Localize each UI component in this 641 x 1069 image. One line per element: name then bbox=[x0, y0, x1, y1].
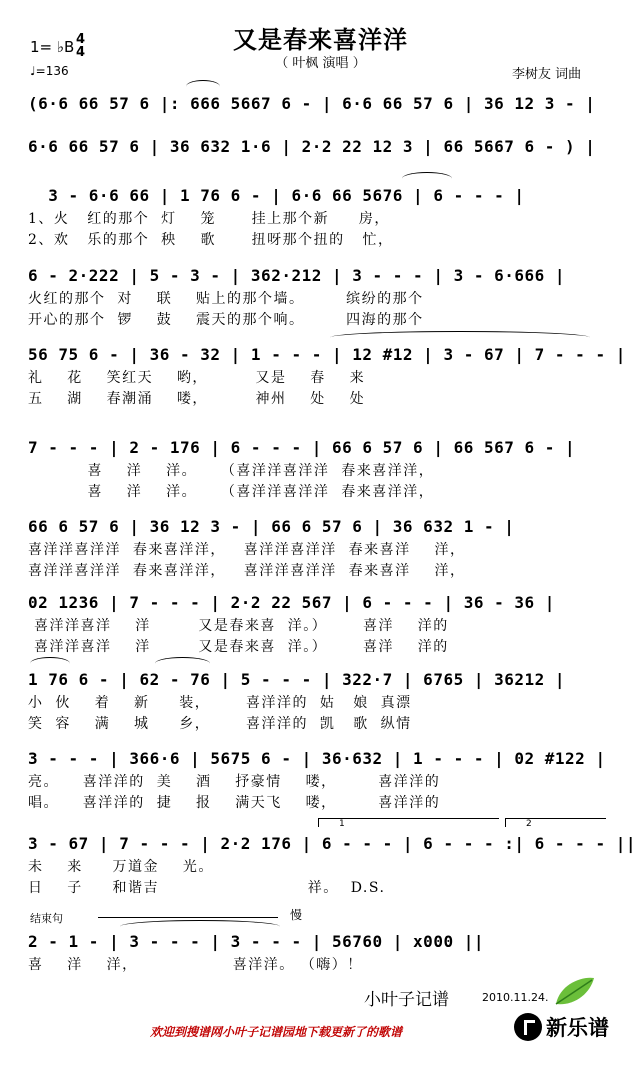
score-row bbox=[0, 90, 641, 130]
time-signature bbox=[76, 33, 85, 59]
notation-line: 56 75 6 - | 36 - 32 | 1 - - - | 12 #12 | 3 - 67 | 7 - - - | bbox=[28, 345, 626, 364]
notation-line: 3 - - - | 366·6 | 5675 6 - | 36·632 | 1 - - - | 02 #122 | bbox=[28, 749, 606, 768]
lyric-line: 喜洋洋喜洋洋 春来喜洋洋， 喜洋洋喜洋洋 春来喜洋 洋， bbox=[28, 542, 466, 558]
ending-line bbox=[98, 917, 278, 918]
slur bbox=[30, 657, 70, 670]
volta-1-label: 1 bbox=[339, 819, 345, 829]
slow-marking: 慢 bbox=[290, 908, 303, 922]
notation-line: 1 76 6 - | 62 - 76 | 5 - - - | 322·7 | 6765 | 36212 | bbox=[28, 670, 566, 689]
lyric-line: 喜洋洋喜洋洋 春来喜洋洋， 喜洋洋喜洋洋 春来喜洋 洋， bbox=[28, 563, 466, 579]
notation-line: 7 - - - | 2 - 176 | 6 - - - | 66 6 57 6 | 66 567 6 - | bbox=[28, 438, 576, 457]
slur bbox=[155, 657, 210, 670]
leaf-icon bbox=[552, 974, 596, 1012]
lyric-line: 火红的那个 对 联 贴上的那个墙。 缤纷的那个 bbox=[28, 291, 424, 307]
ending-label: 结束句 bbox=[30, 912, 63, 925]
slur bbox=[330, 331, 590, 344]
lyric-line: 日 子 和谐吉 祥。 D.S. bbox=[28, 880, 386, 896]
music-note-icon bbox=[514, 1013, 542, 1041]
tempo-marking: ♩=136 bbox=[30, 64, 69, 78]
lyric-line: 1、火 红的那个 灯 笼 挂上那个新 房， bbox=[28, 211, 390, 227]
score-row bbox=[0, 589, 641, 655]
promo-text: 欢迎到搜谱网小叶子记谱园地下载更新了的歌谱 bbox=[150, 1025, 403, 1039]
lyric-line: 喜洋洋喜洋 洋 又是春来喜 洋。） 喜洋 洋的 bbox=[28, 618, 449, 634]
lyric-line: 五 湖 春潮涌 喽， 神州 处 处 bbox=[28, 391, 366, 407]
site-logo[interactable] bbox=[514, 1012, 609, 1042]
score-row bbox=[0, 513, 641, 579]
slur bbox=[186, 80, 220, 93]
meter-bottom: 4 bbox=[76, 45, 86, 60]
transcriber-signature: 小叶子记谱 bbox=[364, 990, 449, 1010]
lyric-line: 笑 容 满 城 乡， 喜洋洋的 凯 歌 纵情 bbox=[28, 716, 412, 732]
score-row bbox=[0, 262, 641, 328]
slur bbox=[402, 172, 452, 185]
notation-line: 3 - 6·6 66 | 1 76 6 - | 6·6 66 5676 | 6 - - - | bbox=[28, 186, 525, 205]
slur bbox=[120, 920, 280, 933]
notation-line: 02 1236 | 7 - - - | 2·2 22 567 | 6 - - - | 36 - 36 | bbox=[28, 593, 555, 612]
score-row bbox=[0, 745, 641, 811]
song-title: 又是春来喜洋洋 bbox=[233, 26, 408, 54]
score-row bbox=[0, 434, 641, 500]
lyric-line: 2、欢 乐的那个 秧 歌 扭呀那个扭的 忙， bbox=[28, 232, 394, 248]
lyric-line: 唱。 喜洋洋的 捷 报 满天飞 喽， 喜洋洋的 bbox=[28, 795, 441, 811]
composer-credit: 李树友 词曲 bbox=[512, 67, 582, 82]
lyric-line: 喜 洋 洋， 喜洋洋。 （嗨）！ bbox=[28, 957, 363, 973]
lyric-line: 小 伙 着 新 装， 喜洋洋的 姑 娘 真漂 bbox=[28, 695, 412, 711]
lyric-line: 亮。 喜洋洋的 美 酒 抒豪情 喽， 喜洋洋的 bbox=[28, 774, 441, 790]
notation-line: 6 - 2·222 | 5 - 3 - | 362·212 | 3 - - - | 3 - 6·666 | bbox=[28, 266, 566, 285]
volta-second-ending bbox=[505, 818, 606, 827]
notation-line: 6·6 66 57 6 | 36 632 1·6 | 2·2 22 12 3 | 66 5667 6 - ) | bbox=[28, 137, 596, 156]
singer-credit: （ 叶枫 演唱 ） bbox=[275, 56, 366, 71]
notation-line: 66 6 57 6 | 36 12 3 - | 66 6 57 6 | 36 632 1 - | bbox=[28, 517, 515, 536]
lyric-line: 未 来 万道金 光。 bbox=[28, 859, 214, 875]
lyric-line: 开心的那个 锣 鼓 震天的那个响。 四海的那个 bbox=[28, 312, 424, 328]
key-signature: 1= ♭B bbox=[30, 38, 75, 56]
score-row bbox=[0, 666, 641, 732]
transcribed-date: 2010.11.24. bbox=[482, 991, 549, 1004]
logo-text: 新乐谱 bbox=[546, 1016, 609, 1040]
score-row bbox=[0, 341, 641, 407]
meter-top: 4 bbox=[76, 32, 86, 47]
score-row bbox=[0, 182, 641, 248]
lyric-line: 喜 洋 洋。 （喜洋洋喜洋洋 春来喜洋洋， bbox=[28, 484, 435, 500]
score-row bbox=[0, 928, 641, 973]
score-row bbox=[0, 133, 641, 173]
volta-first-ending bbox=[318, 818, 499, 827]
lyric-line: 喜洋洋喜洋 洋 又是春来喜 洋。） 喜洋 洋的 bbox=[28, 639, 449, 655]
notation-line: 2 - 1 - | 3 - - - | 3 - - - | 56760 | x000 || bbox=[28, 932, 484, 951]
notation-line: 3 - 67 | 7 - - - | 2·2 176 | 6 - - - | 6 - - - :| 6 - - - || bbox=[28, 834, 636, 853]
notation-line: (6·6 66 57 6 |: 666 5667 6 - | 6·6 66 57 6 | 36 12 3 - | bbox=[28, 94, 596, 113]
score-row bbox=[0, 830, 641, 896]
lyric-line: 喜 洋 洋。 （喜洋洋喜洋洋 春来喜洋洋， bbox=[28, 463, 435, 479]
volta-2-label: 2 bbox=[526, 819, 532, 829]
lyric-line: 礼 花 笑红天 哟， 又是 春 来 bbox=[28, 370, 366, 386]
